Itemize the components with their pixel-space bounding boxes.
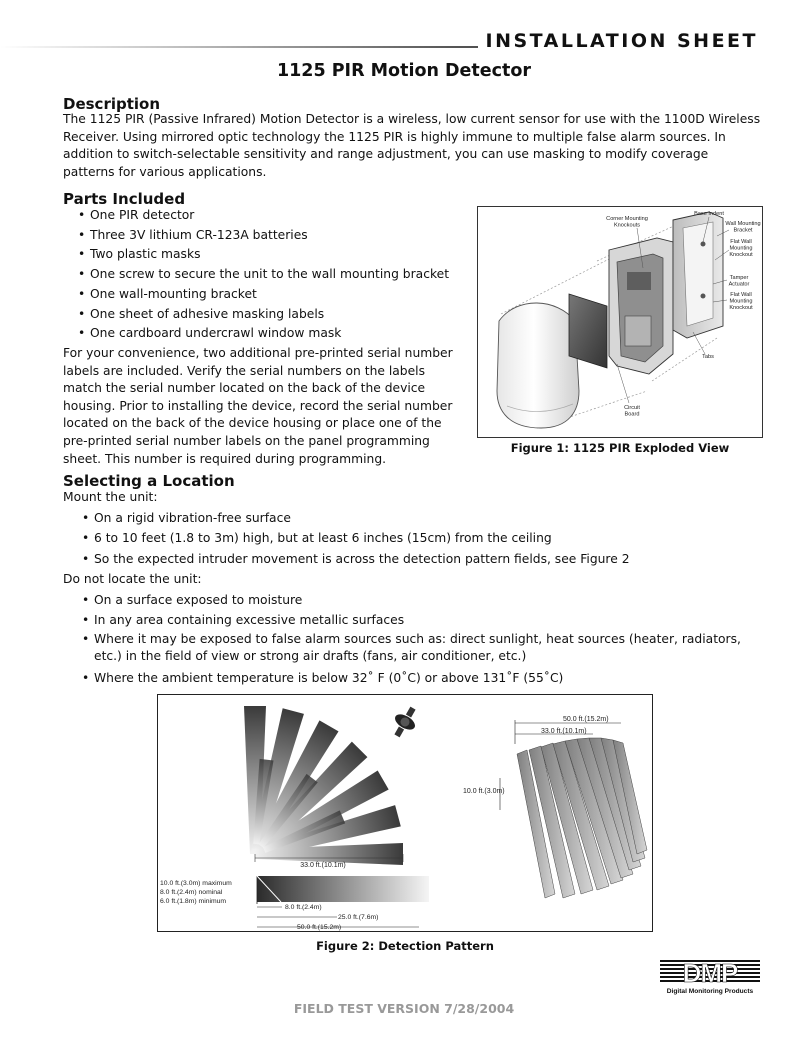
distance-25ft: 25.0 ft.(7.6m) bbox=[338, 914, 379, 921]
list-item: • Where it may be exposed to false alarm sources such as: direct sunlight, heat sources (heater, radiators, etc.) in the field of view or strong air drafts (fans, air conditioner, etc.) bbox=[67, 631, 772, 665]
label-tabs: Tabs bbox=[702, 354, 714, 360]
distance-50ft: 50.0 ft.(15.2m) bbox=[297, 924, 342, 931]
parts-heading: Parts Included bbox=[63, 190, 186, 208]
figure2-caption: Figure 2: Detection Pattern bbox=[316, 939, 494, 953]
location-heading: Selecting a Location bbox=[63, 472, 235, 490]
list-item: • One wall-mounting bracket bbox=[63, 285, 463, 305]
description-body: The 1125 PIR (Passive Infrared) Motion Detector is a wireless, low current sensor for use with the 1100D Wireless Receiver. Using mirrored optic technology the 1125 PIR is highly immune to multiple false alarm sources. In addition to switch-selectable sensitivity and range adjustment, you can use masking to modify coverage patterns for various applications. bbox=[63, 112, 761, 179]
avoid-list bbox=[67, 590, 772, 688]
list-item: • Where the ambient temperature is below 32˚ F (0˚C) or above 131˚F (55˚C) bbox=[67, 668, 772, 688]
figure1-caption: Figure 1: 1125 PIR Exploded View bbox=[510, 441, 730, 455]
label-base-indent: Base Indent bbox=[694, 211, 724, 217]
page-title: 1125 PIR Motion Detector bbox=[276, 61, 532, 81]
list-item: • In any area containing excessive metallic surfaces bbox=[67, 610, 772, 630]
list-item: • One screw to secure the unit to the wall mounting bracket bbox=[63, 265, 463, 285]
label-wall-bracket: Wall Mounting Bracket bbox=[725, 221, 761, 234]
label-flat-wall-knockout-2: Flat Wall Mounting Knockout bbox=[729, 292, 753, 311]
list-item: • Two plastic masks bbox=[63, 245, 463, 265]
iso-width-50ft: 50.0 ft.(15.2m) bbox=[563, 716, 609, 723]
list-item: • Three 3V lithium CR-123A batteries bbox=[63, 226, 463, 246]
height-max: 10.0 ft.(3.0m) maximum bbox=[160, 880, 232, 887]
wall-mounting-bracket bbox=[673, 212, 723, 338]
avoid-intro: Do not locate the unit: bbox=[63, 572, 202, 586]
top-distance-label: 33.0 ft.(10.1m) bbox=[300, 862, 346, 869]
dmp-logo bbox=[658, 957, 762, 997]
list-item: • One cardboard undercrawl window mask bbox=[63, 324, 463, 344]
mount-intro: Mount the unit: bbox=[63, 490, 158, 504]
iso-width-33ft: 33.0 ft.(10.1m) bbox=[541, 728, 587, 735]
figure2-detection-pattern bbox=[157, 694, 653, 932]
detector-cover bbox=[497, 303, 579, 428]
iso-height-10ft: 10.0 ft.(3.0m) bbox=[463, 788, 505, 795]
height-min: 6.0 ft.(1.8m) minimum bbox=[160, 898, 227, 905]
list-item: • 6 to 10 feet (1.8 to 3m) high, but at least 6 inches (15cm) from the ceiling bbox=[67, 528, 767, 548]
distance-8ft: 8.0 ft.(2.4m) bbox=[285, 904, 322, 911]
label-circuit-board: Circuit Board bbox=[624, 405, 640, 418]
circuit-board bbox=[569, 294, 607, 368]
list-item: • One sheet of adhesive masking labels bbox=[63, 305, 463, 325]
figure1-exploded-view bbox=[477, 206, 763, 438]
height-nominal: 8.0 ft.(2.4m) nominal bbox=[160, 889, 223, 896]
housing bbox=[609, 238, 673, 374]
list-item: • On a rigid vibration-free surface bbox=[67, 508, 767, 528]
banner-title: INSTALLATION SHEET bbox=[478, 30, 761, 52]
mount-list bbox=[67, 508, 767, 569]
parts-list bbox=[63, 206, 463, 344]
footer-version: FIELD TEST VERSION 7/28/2004 bbox=[293, 1001, 515, 1016]
svg-text:DMP: DMP bbox=[682, 958, 738, 988]
label-flat-wall-knockout: Flat Wall Mounting Knockout bbox=[729, 239, 753, 258]
parts-note: For your convenience, two additional pre-printed serial number labels are included. Verify the serial numbers on the labels match the serial number located on the back of the device housing. Prior to installing the device, record the serial number located on the back of the device housing or place one of the pre-printed serial number labels on the panel programming sheet. This number is required during programming. bbox=[63, 346, 453, 466]
list-item: • One PIR detector bbox=[63, 206, 463, 226]
description-heading: Description bbox=[63, 95, 161, 113]
label-tamper-actuator: Tamper Actuator bbox=[728, 275, 750, 288]
company-name: Digital Monitoring Products bbox=[666, 988, 754, 995]
label-corner-knockouts: Corner Mounting Knockouts bbox=[606, 216, 648, 229]
list-item: • So the expected intruder movement is across the detection pattern fields, see Figure 2 bbox=[67, 549, 767, 569]
list-item: • On a surface exposed to moisture bbox=[67, 590, 772, 610]
